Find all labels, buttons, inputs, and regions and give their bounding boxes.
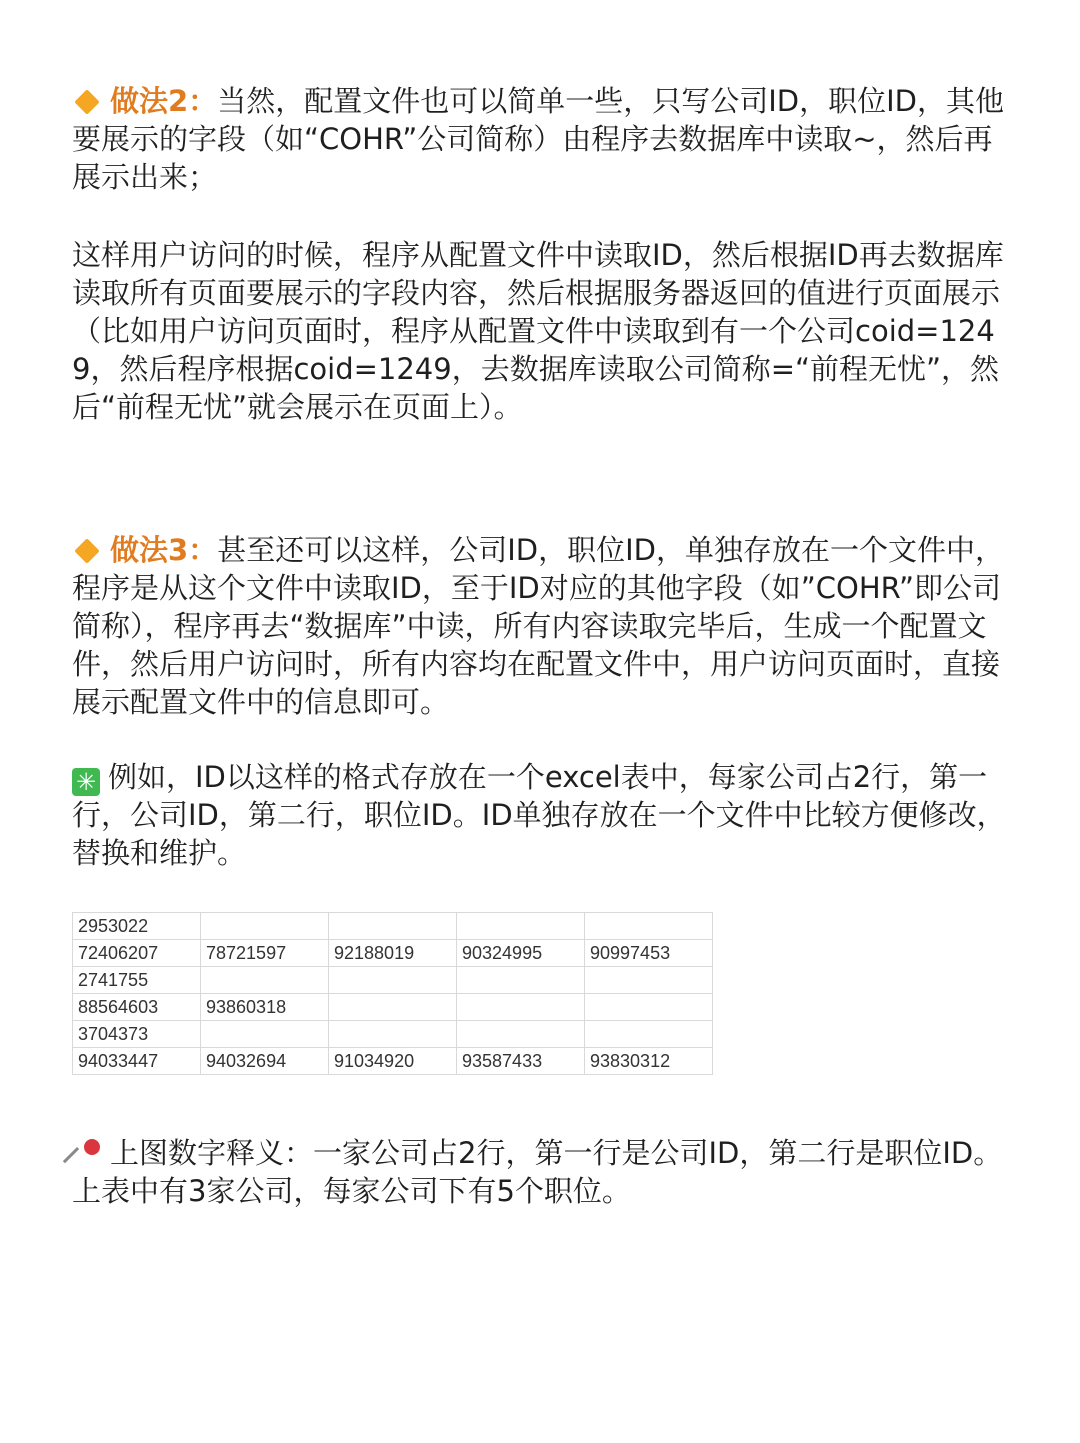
table-cell	[201, 913, 329, 940]
note-body: 上图数字释义：一家公司占2行，第一行是公司ID，第二行是职位ID。上表中有3家公司，每家公司下有5个职位。	[72, 1136, 1003, 1208]
table-cell	[201, 967, 329, 994]
table-cell: 90324995	[457, 940, 585, 967]
table-cell: 91034920	[329, 1048, 457, 1075]
table-row	[73, 994, 713, 1021]
note-paragraph	[72, 1134, 1012, 1210]
sparkle-icon: ✳	[72, 768, 100, 796]
method2-title: 做法2：	[110, 84, 218, 118]
table-cell	[585, 994, 713, 1021]
table-cell	[457, 994, 585, 1021]
table-cell: 92188019	[329, 940, 457, 967]
pushpin-icon	[72, 1137, 102, 1167]
table-cell: 93830312	[585, 1048, 713, 1075]
table-cell: 2953022	[73, 913, 201, 940]
method3-body: 甚至还可以这样，公司ID，职位ID，单独存放在一个文件中，程序是从这个文件中读取ID，至于ID对应的其他字段（如”COHR”即公司简称），程序再去“数据库”中读，所有内容读取完毕后，生成一个配置文件，然后用户访问时，所有内容均在配置文件中，用户访问页面时，直接展示配置文件中的信息即可。	[72, 533, 1004, 719]
table-cell: 93860318	[201, 994, 329, 1021]
table-cell: 3704373	[73, 1021, 201, 1048]
table-cell	[585, 1021, 713, 1048]
table-cell	[329, 913, 457, 940]
method3-title: 做法3：	[110, 533, 218, 567]
table-cell: 90997453	[585, 940, 713, 967]
table-cell	[457, 967, 585, 994]
method3-paragraph	[72, 531, 1012, 721]
table-row	[73, 1048, 713, 1075]
example-paragraph	[72, 758, 1012, 872]
explain-paragraph	[72, 236, 1012, 426]
table-cell	[457, 1021, 585, 1048]
table-cell	[329, 994, 457, 1021]
table-cell	[457, 913, 585, 940]
table-cell: 94032694	[201, 1048, 329, 1075]
method2-body: 当然，配置文件也可以简单一些，只写公司ID，职位ID，其他要展示的字段（如“COHR”公司简称）由程序去数据库中读取~，然后再展示出来；	[72, 84, 1004, 194]
table-row	[73, 1021, 713, 1048]
method2-paragraph	[72, 82, 1012, 196]
explain-body: 这样用户访问的时候，程序从配置文件中读取ID，然后根据ID再去数据库读取所有页面要展示的字段内容，然后根据服务器返回的值进行页面展示（比如用户访问页面时，程序从配置文件中读取到有一个公司coid=1249，然后程序根据coid=1249，去数据库读取公司简称=“前程无忧”，然后“前程无忧”就会展示在页面上）。	[72, 238, 1004, 424]
table-cell: 88564603	[73, 994, 201, 1021]
table-cell	[201, 1021, 329, 1048]
table-cell	[585, 913, 713, 940]
table-cell	[585, 967, 713, 994]
id-spreadsheet	[72, 912, 713, 1075]
table-cell	[329, 967, 457, 994]
table-row	[73, 913, 713, 940]
table-cell: 93587433	[457, 1048, 585, 1075]
table-cell	[329, 1021, 457, 1048]
table-cell: 72406207	[73, 940, 201, 967]
table-row	[73, 967, 713, 994]
orange-diamond-icon	[74, 538, 99, 563]
orange-diamond-icon	[74, 89, 99, 114]
table-row	[73, 940, 713, 967]
table-cell: 78721597	[201, 940, 329, 967]
table-cell: 94033447	[73, 1048, 201, 1075]
table-cell: 2741755	[73, 967, 201, 994]
example-body: 例如，ID以这样的格式存放在一个excel表中，每家公司占2行，第一行，公司ID，第二行，职位ID。ID单独存放在一个文件中比较方便修改，替换和维护。	[72, 760, 1006, 870]
